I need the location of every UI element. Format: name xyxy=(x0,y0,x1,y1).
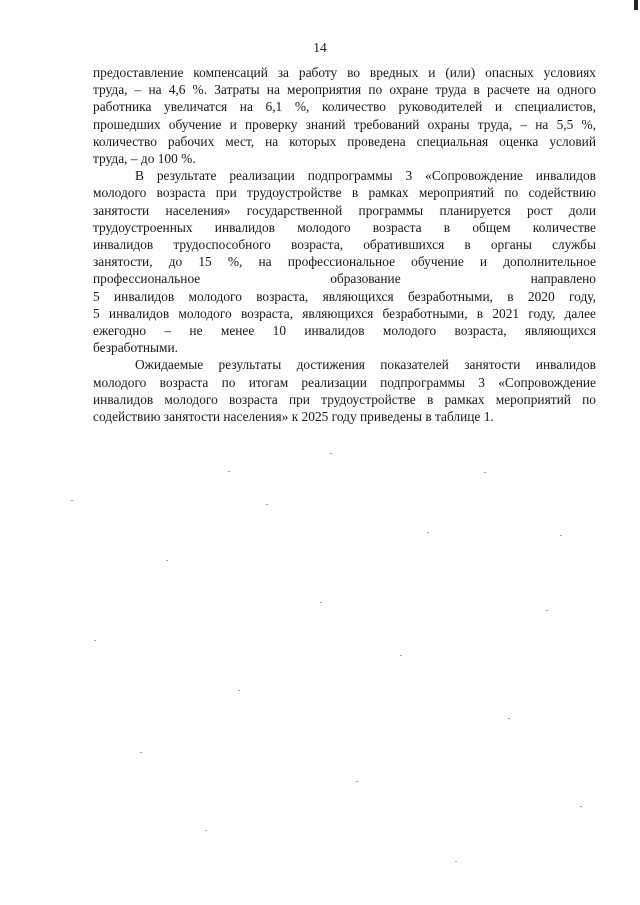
text-line: молодого возраста по итогам реализации подпрограммы 3 «Сопровождение xyxy=(93,374,596,390)
scan-speck xyxy=(320,602,322,603)
scan-speck xyxy=(94,640,96,641)
scan-speck xyxy=(166,560,168,561)
text-line: 5 инвалидов молодого возраста, являющихся безработными, в 2021 году, далее xyxy=(93,305,596,321)
text-line: ежегодно – не менее 10 инвалидов молодого возраста, являющихся xyxy=(93,323,596,339)
page-number: 14 xyxy=(313,40,327,55)
text-line: занятости, до 15 %, на профессиональное обучение и дополнительное xyxy=(93,254,596,270)
scan-speck xyxy=(205,830,207,831)
text-line: инвалидов молодого возраста при трудоустройстве в рамках мероприятий по xyxy=(93,391,596,407)
text-line: профессиональное образование направлено xyxy=(93,271,596,287)
text-line: предоставление компенсаций за работу во вредных и (или) опасных условиях xyxy=(93,65,596,80)
text-line: Ожидаемые результаты достижения показателей занятости инвалидов xyxy=(135,357,596,373)
scan-speck xyxy=(484,472,486,473)
body-text xyxy=(93,64,596,425)
scan-speck xyxy=(560,535,562,536)
scan-edge-mark xyxy=(634,0,638,10)
text-line: содействию занятости населения» к 2025 году приведены в таблице 1. xyxy=(93,409,494,425)
text-line: труда, – до 100 %. xyxy=(93,151,196,167)
paragraph-1 xyxy=(93,64,596,167)
text-line: количество рабочих мест, на которых проведена специальная оценка условий xyxy=(93,133,596,149)
scan-speck xyxy=(508,718,510,719)
text-line: безработными. xyxy=(93,340,179,356)
text-line: прошедших обучение и проверку знаний требований охраны труда, – на 5,5 %, xyxy=(93,116,596,132)
text-line: трудоустроенных инвалидов молодого возраста в общем количестве xyxy=(93,219,596,235)
scan-speck xyxy=(238,690,240,691)
scan-speck xyxy=(266,504,268,505)
paragraph-3 xyxy=(93,356,596,425)
text-line: молодого возраста при трудоустройстве в рамках мероприятий по содействию xyxy=(93,185,596,201)
text-line: 5 инвалидов молодого возраста, являющихся безработными, в 2020 году, xyxy=(93,288,596,304)
text-line: инвалидов трудоспособного возраста, обратившихся в органы службы xyxy=(93,237,596,253)
scan-speck xyxy=(228,471,230,472)
paragraph-2 xyxy=(93,167,596,356)
scan-speck xyxy=(400,655,402,656)
text-line: занятости населения» государственной программы планируется рост доли xyxy=(93,202,596,218)
scan-speck xyxy=(580,806,582,807)
scan-speck xyxy=(427,532,429,533)
scan-speck xyxy=(546,610,548,611)
scan-speck xyxy=(455,861,457,862)
scan-speck xyxy=(140,752,142,753)
text-line: труда, – на 4,6 %. Затраты на мероприятия по охране труда в расчете на одного xyxy=(93,82,596,98)
scan-speck xyxy=(356,781,358,782)
text-line: работника увеличатся на 6,1 %, количество руководителей и специалистов, xyxy=(93,99,596,115)
text-line: В результате реализации подпрограммы 3 «Сопровождение инвалидов xyxy=(135,168,596,184)
scan-speck xyxy=(71,500,73,501)
scan-speck xyxy=(330,453,332,454)
